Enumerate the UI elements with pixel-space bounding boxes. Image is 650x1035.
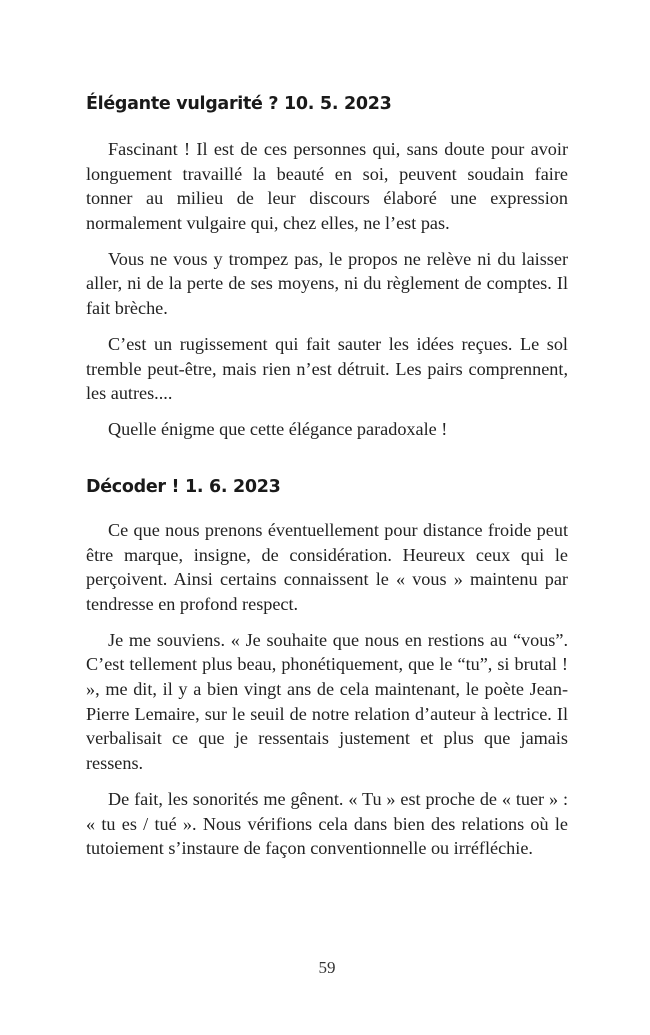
section-body	[86, 137, 568, 454]
section-title: Élégante vulgarité ? 10. 5. 2023	[86, 94, 392, 114]
paragraph: Je me souviens. « Je souhaite que nous en restions au “vous”. C’est tellement plus beau, phonétiquement, que le “tu”, si brutal ! », me dit, il y a bien vingt ans de cela maintenant, le poète Jean-Pierre Lemaire, sur le seuil de notre relation d’auteur à lectrice. Il verbalisait ce que je ressentais justement et plus que jamais ressens.	[86, 629, 568, 773]
book-page	[86, 0, 568, 1035]
paragraph: C’est un rugissement qui fait sauter les idées reçues. Le sol tremble peut-être, mais rien n’est détruit. Les pairs comprennent, les autres....	[86, 334, 568, 404]
section-title: Décoder ! 1. 6. 2023	[86, 477, 281, 497]
paragraph: Ce que nous prenons éventuellement pour distance froide peut être marque, insigne, de considération. Heureux ceux qui le perçoivent. Ainsi certains connaissent le « vous » maintenu par tendresse en profond respect.	[86, 520, 568, 614]
paragraph: Vous ne vous y trompez pas, le propos ne relève ni du laisser aller, ni de la perte de ses moyens, ni du règlement de comptes. Il fait brèche.	[86, 248, 568, 319]
page-number: 59	[318, 958, 336, 977]
paragraph: Fascinant ! Il est de ces personnes qui, sans doute pour avoir longuement travaillé la beauté en soi, peuvent soudain faire tonner au milieu de leur discours élaboré une expression normalement vulgaire qui, chez elles, ne l’est pas.	[86, 139, 568, 233]
section-body	[86, 518, 568, 872]
paragraph: Quelle énigme que cette élégance paradoxale !	[108, 419, 448, 440]
paragraph: De fait, les sonorités me gênent. « Tu » est proche de « tuer » : « tu es / tué ». Nous vérifions cela dans bien des relations où le tutoiement s’instaure de façon conventionnelle ou irréfléchie.	[86, 788, 568, 859]
